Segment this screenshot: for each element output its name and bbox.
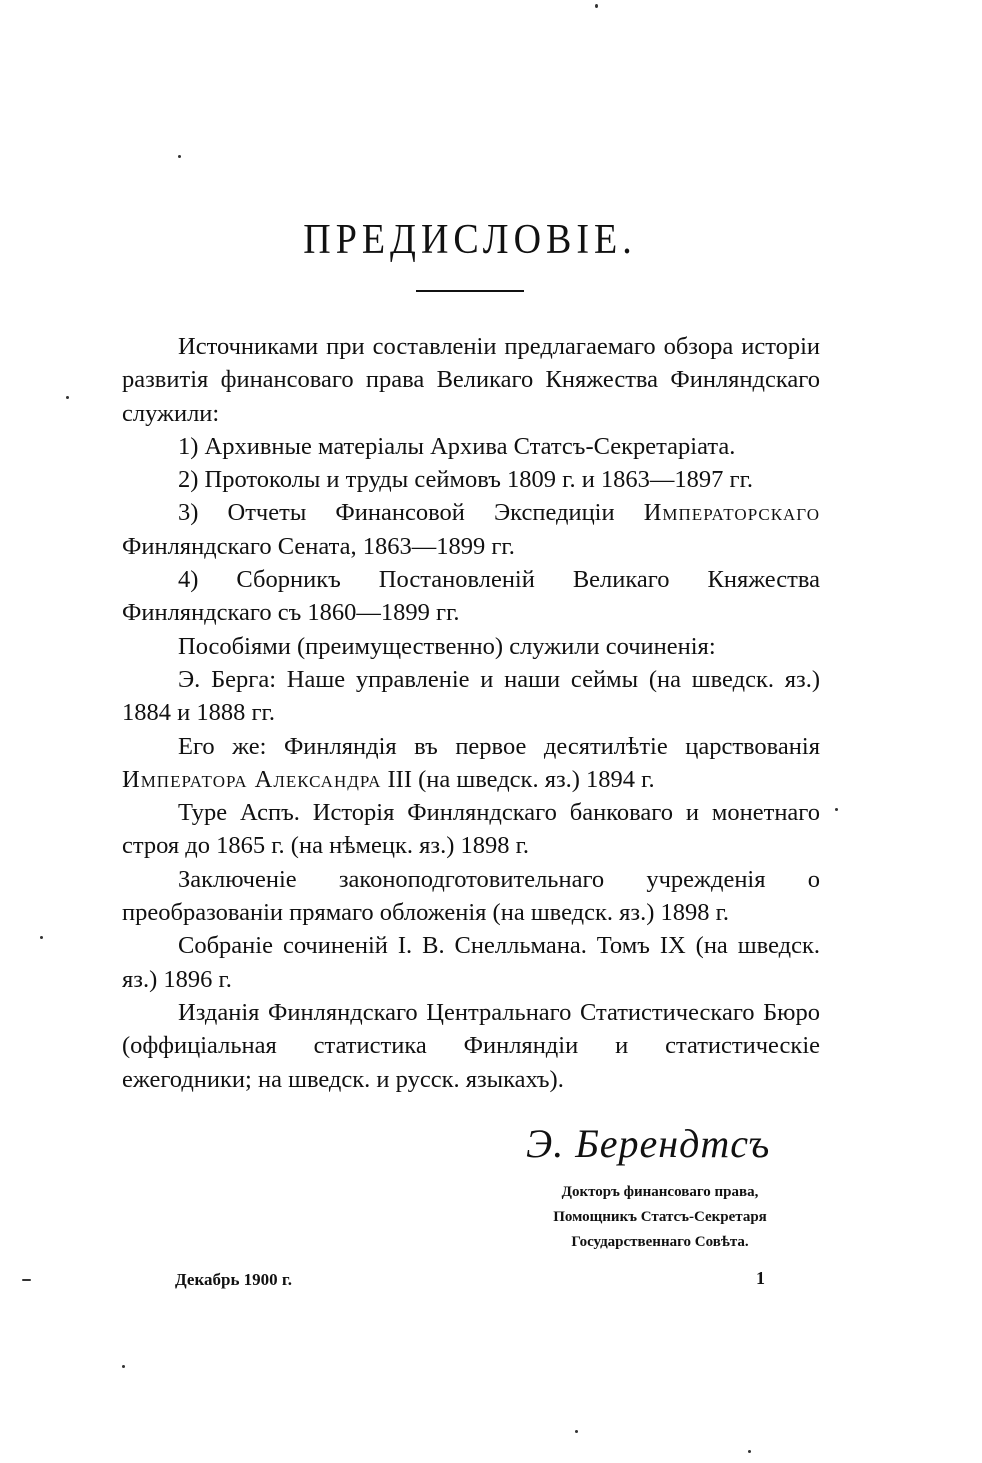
credential-position: Помощникъ Статсъ-Секретаря [553,1209,767,1225]
paragraph-aid-2 [122,730,820,797]
paragraph-source-3 [122,496,820,563]
scan-speck [835,808,838,811]
scan-speck [178,155,181,158]
credential-degree: Докторъ финансоваго права, [561,1184,759,1200]
aid-2-emperor: Императора Александра [122,765,382,793]
title-divider [416,290,524,292]
paragraph-aid-3: Туре Аспъ. Исторія Финляндскаго банковаго и монетнаго строя до 1865 г. (на нѣмецк. яз.) 1898 г. [122,799,820,860]
scan-speck [575,1430,578,1433]
page-title: ПРЕДИСЛОВІЕ. [303,216,637,264]
source-3-text-end: Финляндскаго Сената, 1863—1899 гг. [122,532,515,560]
paragraph-aid-4: Заключеніе законоподготовительнаго учрежденія о преобразованіи прямаго обложенія (на шведск. яз.) 1898 г. [122,865,820,927]
source-3-imperial: Императорскаго [643,499,820,527]
credential-council: Государственнаго Совѣта. [571,1234,749,1250]
scan-speck [122,1365,125,1368]
paragraph-source-4: 4) Сборникъ Постановленій Великаго Княжества Финляндскаго съ 1860—1899 гг. [122,566,820,627]
paragraph-source-1: 1) Архивные матеріалы Архива Статсъ-Секретаріата. [178,432,736,460]
scan-speck [22,1279,31,1281]
footer-date: Декабрь 1900 г. [175,1270,292,1289]
aid-2-text-end: III (на шведск. яз.) 1894 г. [381,765,655,793]
scan-speck [748,1450,751,1453]
aid-2-text-start: Его же: Финляндія въ первое десятилѣтіе царствованія [178,732,820,760]
source-3-text-start: 3) Отчеты Финансовой Экспедиціи [178,499,644,527]
paragraph-intro: Источниками при составленіи предлагаемаго обзора исторіи развитія финансоваго права Великаго Княжества Финляндскаго служили: [122,333,820,427]
paragraph-aid-6: Изданія Финляндскаго Центральнаго Статистическаго Бюро (оффиціальная статистика Финляндіи и статистическіе ежегодники; на шведск. и русск. языкахъ). [122,998,820,1093]
preface-body [122,330,820,1096]
paragraph-aid-5: Собраніе сочиненій І. В. Снелльмана. Томъ IX (на шведск. яз.) 1896 г. [122,932,820,993]
scan-speck [66,396,69,399]
page-number: 1 [756,1268,765,1288]
paragraph-source-2: 2) Протоколы и труды сеймовъ 1809 г. и 1863—1897 гг. [178,466,754,494]
handwritten-signature: Э. Берендтсъ [526,1121,771,1166]
paragraph-aids-intro: Пособіями (преимущественно) служили сочиненія: [178,632,716,660]
paragraph-aid-1: Э. Берга: Наше управленіе и наши сеймы (на шведск. яз.) 1884 и 1888 гг. [122,665,820,727]
scan-speck [40,936,43,939]
scan-speck [595,4,598,8]
author-credentials [520,1180,800,1255]
